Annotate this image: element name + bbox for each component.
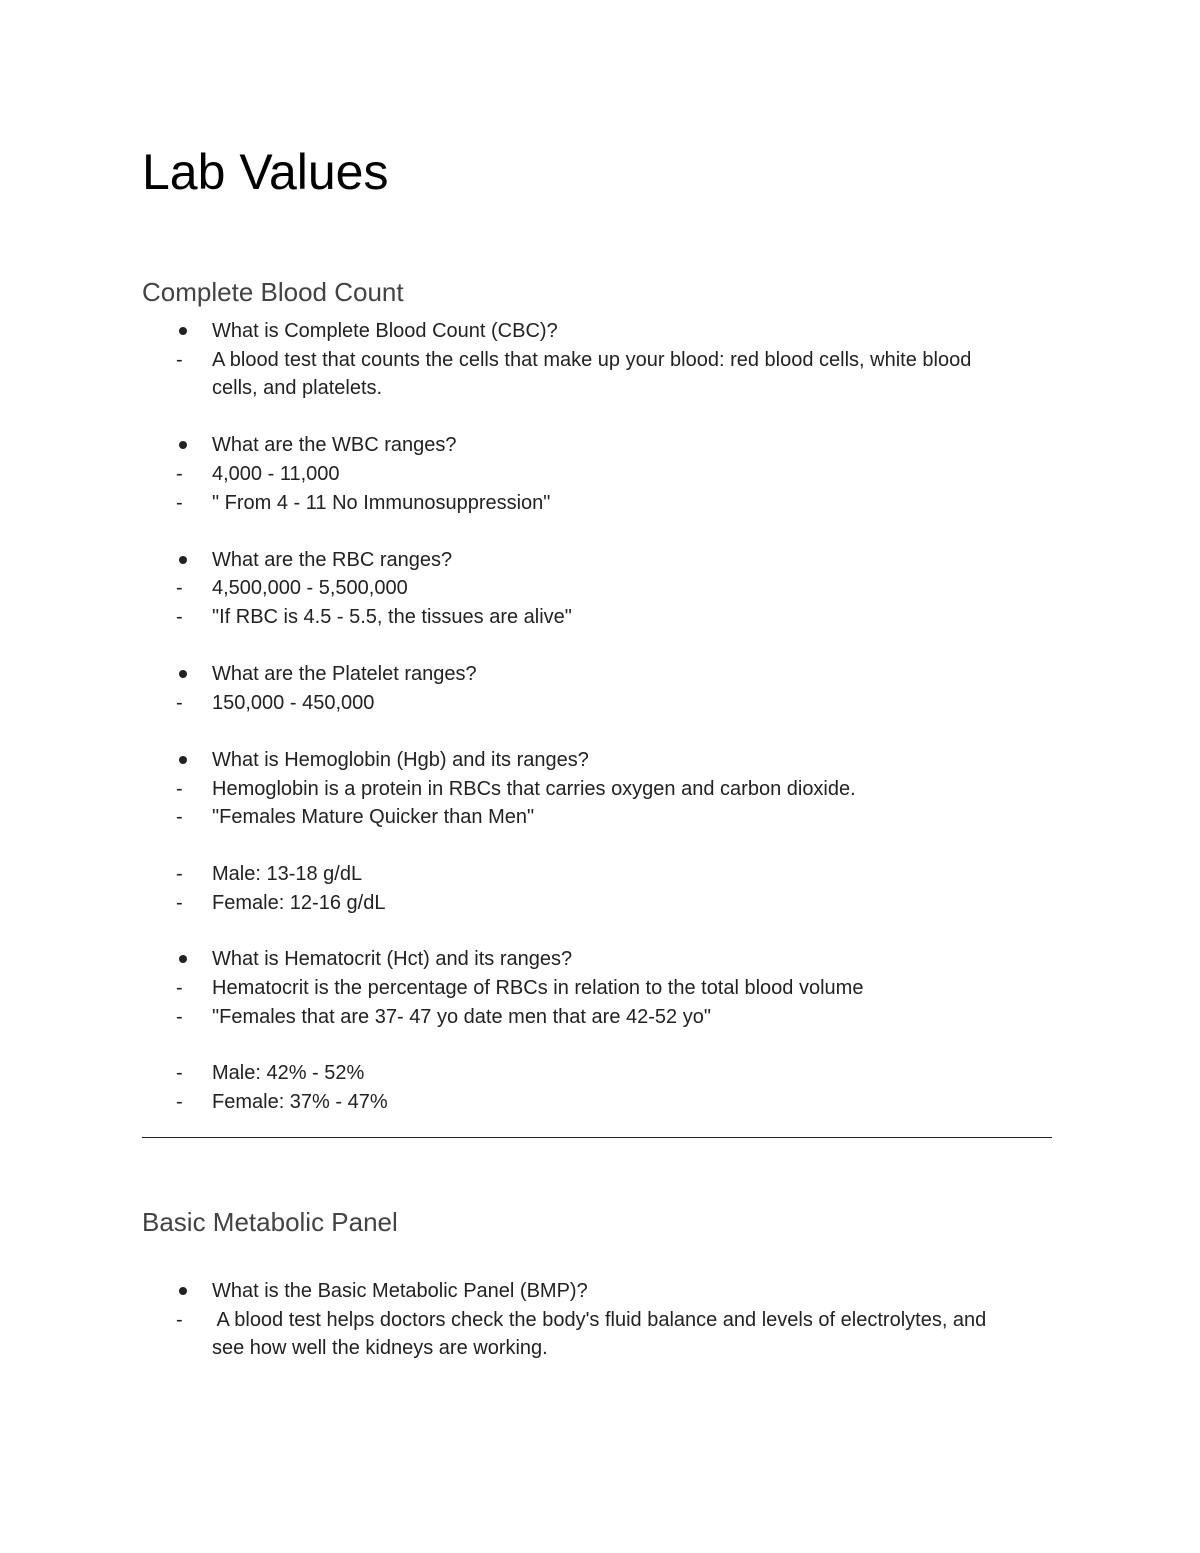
dash-icon: - — [176, 1308, 183, 1331]
list-item — [0, 489, 1200, 518]
list-item — [0, 803, 1200, 832]
bullet-icon — [176, 660, 196, 689]
document-title: Lab Values — [142, 144, 389, 200]
list-item-text: What are the Platelet ranges? — [212, 663, 477, 686]
list-item-text: see how well the kidneys are working. — [212, 1337, 548, 1360]
list-item-text: "If RBC is 4.5 - 5.5, the tissues are alive" — [212, 606, 572, 628]
bullet-icon — [176, 945, 196, 974]
list-item — [0, 1088, 1200, 1117]
list-item-text: A blood test that counts the cells that make up your blood: red blood cells, white blood — [212, 348, 972, 371]
list-item-text: 4,500,000 - 5,500,000 — [212, 577, 408, 600]
list-item — [0, 889, 1200, 918]
dash-icon: - — [176, 1062, 183, 1084]
list-item — [0, 460, 1200, 489]
list-item — [0, 1334, 1200, 1363]
list-item-text: 4,000 - 11,000 — [212, 463, 340, 485]
list-item-text: What are the RBC ranges? — [212, 548, 453, 571]
list-item — [0, 603, 1200, 632]
list-item-text: What is the Basic Metabolic Panel (BMP)? — [212, 1280, 588, 1302]
list-item-text: Hemoglobin is a protein in RBCs that carries oxygen and carbon dioxide. — [212, 777, 856, 800]
list-item — [0, 1306, 1200, 1335]
list-item — [0, 775, 1200, 804]
list-item — [0, 689, 1200, 718]
list-item — [0, 317, 1200, 346]
section-heading-bmp: Basic Metabolic Panel — [142, 1207, 398, 1237]
dash-icon: - — [176, 348, 183, 371]
list-item — [0, 974, 1200, 1003]
list-item-text: What is Hematocrit (Hct) and its ranges? — [212, 948, 573, 971]
dash-icon: - — [176, 491, 183, 514]
bullet-icon — [176, 546, 196, 575]
list-item-text: Male: 42% - 52% — [212, 1062, 365, 1084]
bullet-icon — [176, 746, 196, 775]
dash-icon: - — [176, 806, 183, 829]
list-item — [0, 574, 1200, 603]
dash-icon: - — [176, 606, 183, 628]
list-item-text: What is Complete Blood Count (CBC)? — [212, 320, 558, 342]
list-item-text: Female: 37% - 47% — [212, 1090, 388, 1113]
dash-icon: - — [176, 863, 183, 886]
list-item-text: " From 4 - 11 No Immunosuppression" — [212, 491, 551, 514]
dash-icon: - — [176, 1090, 183, 1113]
list-item — [0, 431, 1200, 460]
horizontal-divider — [142, 1137, 1052, 1138]
list-item-text: cells, and platelets. — [212, 377, 383, 400]
dash-icon: - — [176, 691, 183, 714]
list-item — [0, 660, 1200, 689]
list-item — [0, 1277, 1200, 1306]
list-item — [0, 374, 1200, 403]
bullet-icon — [176, 317, 196, 346]
list-item-text: What is Hemoglobin (Hgb) and its ranges? — [212, 749, 589, 771]
list-item-text: Female: 12-16 g/dL — [212, 892, 386, 914]
list-item — [0, 860, 1200, 889]
list-item — [0, 546, 1200, 575]
list-item — [0, 1003, 1200, 1032]
dash-icon: - — [176, 777, 183, 800]
dash-icon: - — [176, 977, 183, 999]
list-item-text: What are the WBC ranges? — [212, 434, 457, 457]
list-item — [0, 1059, 1200, 1088]
dash-icon: - — [176, 892, 183, 914]
bullet-icon — [176, 431, 196, 460]
dash-icon: - — [176, 463, 183, 485]
list-item — [0, 346, 1200, 375]
section-heading-cbc: Complete Blood Count — [142, 277, 404, 307]
list-item — [0, 945, 1200, 974]
list-item-text: A blood test helps doctors check the body's fluid balance and levels of electrolytes, and — [212, 1308, 987, 1331]
list-item-text: "Females that are 37- 47 yo date men that are 42-52 yo" — [212, 1005, 711, 1028]
list-item-text: "Females Mature Quicker than Men" — [212, 806, 535, 829]
list-item — [0, 746, 1200, 775]
list-item-text: Male: 13-18 g/dL — [212, 863, 363, 886]
bullet-icon — [176, 1277, 196, 1306]
list-item-text: Hematocrit is the percentage of RBCs in relation to the total blood volume — [212, 977, 864, 999]
list-item-text: 150,000 - 450,000 — [212, 691, 375, 714]
dash-icon: - — [176, 577, 183, 600]
dash-icon: - — [176, 1005, 183, 1028]
